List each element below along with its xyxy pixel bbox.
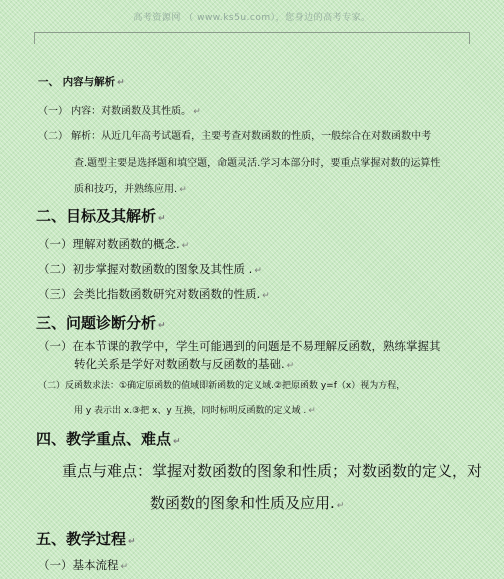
header-corner-right <box>469 32 480 44</box>
section-2-item-1: （一）理解对数函数的概念. ↵ <box>38 237 190 251</box>
section-5-title: 五、教学过程 ↵ <box>36 530 136 548</box>
section-3-item-1-line-2: 转化关系是学好对数函数与反函数的基础. ↵ <box>74 357 295 371</box>
section-4-title: 四、教学重点、难点 ↵ <box>36 430 181 448</box>
header-corner-left <box>24 32 35 44</box>
section-2-title: 二、目标及其解析 ↵ <box>36 207 166 225</box>
page-header: 高考资源网 （ www.ks5u.com），您身边的高考专家。 <box>133 13 371 23</box>
section-2-item-3: （三）会类比指数函数研究对数函数的性质. ↵ <box>38 287 270 301</box>
section-3-title: 三、问题诊断分析 ↵ <box>36 314 166 332</box>
section-2-item-2: （二）初步掌握对数函数的图象及其性质 . ↵ <box>38 262 262 276</box>
section-1-item-2-line-1: （二） 解析：从近几年高考试题看，主要考查对数函数的性质，一般综合在对数函数中考 <box>38 131 432 142</box>
section-1-item-1: （一） 内容：对数函数及其性质。 ↵ <box>38 106 201 117</box>
section-3-item-2-line-1: （二）反函数求法：①确定原函数的值域即新函数的定义域.②把原函数 y=f（x）视为方程， <box>38 381 406 391</box>
section-3-item-2-line-2: 用 y 表示出 x.③把 x、y 互换，同时标明反函数的定义域 . ↵ <box>74 406 316 416</box>
section-3-item-1-line-1: （一）在本节课的教学中，学生可能遇到的问题是不易理解反函数，熟练掌握其 <box>38 339 441 353</box>
section-1-title: 一、 内容与解析 ↵ <box>38 76 125 88</box>
section-5-item-1: （一）基本流程 ↵ <box>38 558 129 572</box>
section-1-item-2-line-3: 质和技巧，并熟练应用. ↵ <box>74 184 187 195</box>
section-4-text-line-1: 重点与难点：掌握对数函数的图象和性质；对数函数的定义，对 <box>62 462 483 480</box>
section-1-item-2-line-2: 查.题型主要是选择题和填空题，命题灵活.学习本部分时，要重点掌握对数的运算性 <box>74 158 441 169</box>
header-rule <box>34 32 470 33</box>
section-4-text-line-2: 数函数的图象和性质及应用. ↵ <box>150 494 345 512</box>
